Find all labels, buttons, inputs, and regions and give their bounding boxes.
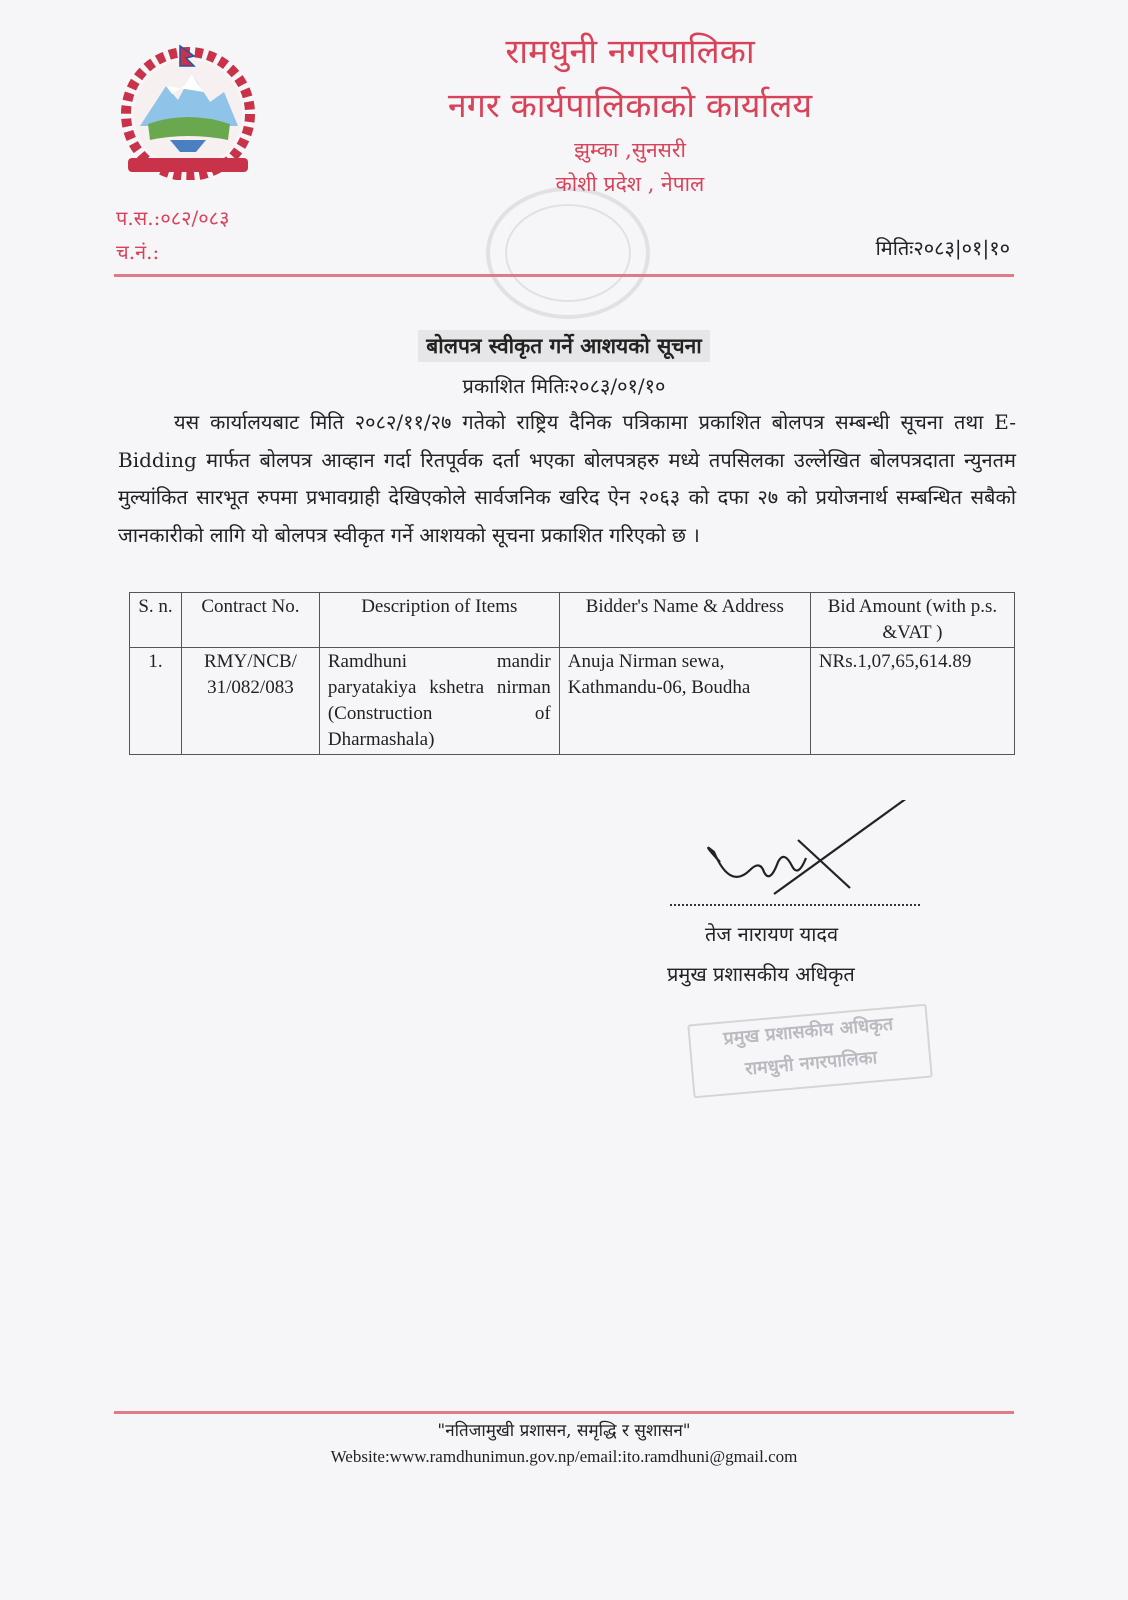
footer-divider — [114, 1411, 1014, 1414]
cell-contract-no: RMY/NCB/ 31/082/083 — [182, 648, 320, 755]
cell-sn: 1. — [130, 648, 182, 755]
office-location: झुम्का ,सुनसरी — [574, 138, 686, 162]
official-stamp — [687, 1004, 933, 1099]
cell-description: Ramdhuni mandir paryatakiya kshetra nirman (Construction of Dharmashala) — [319, 648, 559, 755]
bid-table — [129, 592, 1015, 755]
faded-office-stamp-icon — [478, 178, 658, 328]
signature-icon — [700, 800, 940, 920]
stamp-line-1: प्रमुख प्रशासकीय अधिकृत — [722, 1013, 894, 1050]
signatory-title: प्रमुख प्रशासकीय अधिकृत — [667, 962, 855, 986]
notice-body — [118, 404, 1016, 554]
signature-line — [670, 904, 920, 906]
dispatch-number: च.नं.: — [116, 240, 160, 264]
header-bidder: Bidder's Name & Address — [559, 593, 810, 648]
cell-amount: NRs.1,07,65,614.89 — [810, 648, 1014, 755]
header-divider — [114, 274, 1014, 277]
nepal-emblem-icon — [108, 40, 268, 180]
header-contract-no: Contract No. — [182, 593, 320, 648]
office-name: नगर कार्यपालिकाको कार्यालय — [447, 86, 813, 126]
stamp-line-2: रामधुनी नगरपालिका — [744, 1047, 879, 1080]
table-row — [130, 648, 1015, 755]
header-description: Description of Items — [319, 593, 559, 648]
office-province: कोशी प्रदेश , नेपाल — [555, 172, 705, 196]
footer-contact: Website:www.ramdhunimun.gov.np/email:ito.ramdhuni@gmail.com — [330, 1447, 798, 1466]
header-amount: Bid Amount (with p.s. &VAT ) — [810, 593, 1014, 648]
notice-body-text: यस कार्यालयबाट मिति २०८२/११/२७ गतेको राष्ट्रिय दैनिक पत्रिकामा प्रकाशित बोलपत्र सम्बन्धी सूचना तथा E-Bidding मार्फत बोलपत्र आव्हान गर्दा रितपूर्वक दर्ता भएका बोलपत्रहरु मध्ये तपसिलका उल्लेखित बोलपत्रदाता न्युनतम मुल्यांकित सारभूत रुपमा प्रभावग्राही देखिएकोले सार्वजनिक खरिद ऐन २०६३ को दफा २७ को प्रयोजनार्थ सम्बन्धित सबैको जानकारीको लागि यो बोलपत्र स्वीकृत गर्ने आशयको सूचना प्रकाशित गरिएको छ । — [118, 410, 1016, 547]
footer-motto: "नतिजामुखी प्रशासन, समृद्धि र सुशासन" — [437, 1421, 691, 1441]
cell-bidder: Anuja Nirman sewa, Kathmandu-06, Boudha — [559, 648, 810, 755]
signatory-name: तेज नारायण यादव — [705, 922, 839, 946]
notice-title-text: बोलपत्र स्वीकृत गर्ने आशयको सूचना — [418, 330, 709, 362]
table-header-row — [130, 593, 1015, 648]
header-sn: S. n. — [130, 593, 182, 648]
org-name: रामधुनी नगरपालिका — [505, 32, 755, 72]
published-date: प्रकाशित मितिः२०८३/०१/१० — [462, 374, 666, 398]
fiscal-year-ref: प.स.:०८२/०८३ — [116, 206, 230, 230]
notice-title — [0, 330, 1128, 362]
letter-date: मितिः२०८३|०१|१० — [875, 236, 1010, 260]
